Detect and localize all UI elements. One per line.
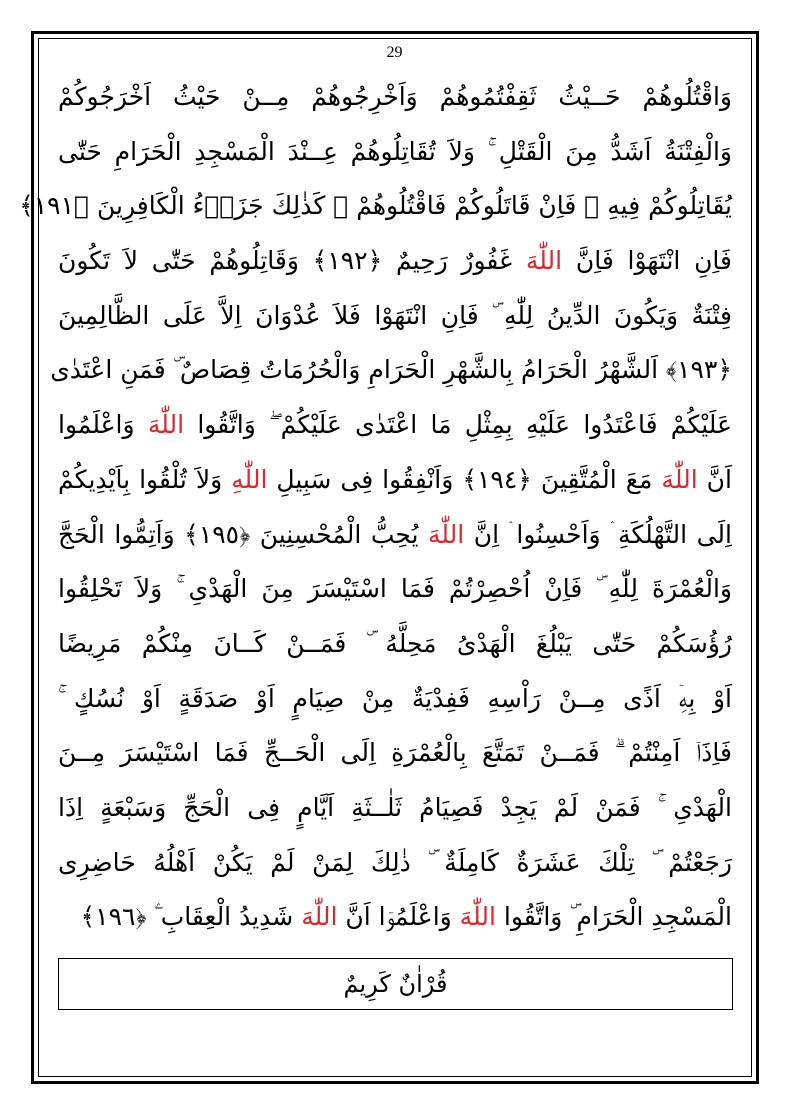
divine-name: اللّٰه [301, 902, 338, 932]
text-line-2: وَالْفِتْنَةُ اَشَدُّ مِنَ الْقَتْلِ ۚ وَلاَ تُقَاتِلُوهُمْ عِــنْدَ الْمَسْجِدِ الْحَرَامِ حَتّٰى [58, 136, 732, 166]
text-line-10: وَالْعُمْرَةَ لِلّٰهِ ۜ فَاِنْ اُحْصِرْتُمْ فَمَا اسْتَيْسَرَ مِنَ الْهَدْىِ ۚ وَلاَ تَحْلِقُوا [58, 574, 732, 604]
page-number: 29 [386, 44, 403, 61]
divine-name: اللّٰه [661, 464, 698, 494]
text-line-13: فَاِذَاۤ اَمِنْتُمْ ۗ فَمَــنْ تَمَتَّعَ بِالْعُمْرَةِ اِلَى الْحَــجِّ فَمَا اسْتَيْسَرَ مِــنَ [58, 738, 732, 768]
divine-name: اللّٰه [231, 464, 268, 494]
text-line-1: وَاقْتُلُوهُمْ حَــيْثُ ثَقِفْتُمُوهُمْ وَاَخْرِجُوهُمْ مِــنْ حَيْثُ اَخْرَجُوكُمْ [58, 82, 732, 111]
text-line-5: فِتْنَةٌ وَيَكُونَ الدِّينُ لِلّٰهِ ۜ فَاِنِ انْتَهَوْا فَلاَ عُدْوَانَ اِلاَّ عَلَى الظَّالِمِينَ [58, 300, 732, 330]
text-line-4: فَاِنِ انْتَهَوْا فَاِنَّ اللّٰهَ غَفُورٌ رَحِيمٌ ﴿١٩٢﴾ وَقَاتِلُوهُمْ حَتّٰى لاَ تَكُونَ [58, 246, 733, 276]
text-line-7: عَلَيْكُمْ فَاعْتَدُوا عَلَيْهِ بِمِثْلِ مَا اعْتَدٰى عَلَيْكُمْ ۖ وَاتَّقُوا اللّٰهَ وَاعْلَمُوا [58, 410, 732, 440]
divine-name: اللّٰه [459, 902, 496, 932]
text-line-9: اِلَى التَّهْلُكَةِ ۛ وَاَحْسِنُوا ۛ اِنَّ اللّٰهَ يُحِبُّ الْمُحْسِنِينَ ﴿١٩٥﴾ وَاَتِمُّوا الْحَجَّ [58, 519, 732, 549]
text-line-11: رُؤُسَكُمْ حَتّٰى يَبْلُغَ الْهَدْىُ مَحِلَّهُ ۜ فَمَــنْ كَــانَ مِنْكُمْ مَرِيضًا [58, 628, 732, 658]
text-line-8: اَنَّ اللّٰهَ مَعَ الْمُتَّقِينَ ﴿١٩٤﴾ وَاَنْفِقُوا فِى سَبِيلِ اللّٰهِ وَلاَ تُلْقُوا بِاَيْدِيكُمْ [58, 464, 732, 494]
divine-name: اللّٰه [525, 246, 563, 276]
divine-name: اللّٰه [147, 410, 185, 440]
text-line-6: ﴿١٩٣﴾ اَلشَّهْرُ الْحَرَامُ بِالشَّهْرِ الْحَرَامِ وَالْحُرُمَاتُ قِصَاصٌ ۜ فَمَنِ اعْتَدٰى [50, 355, 732, 385]
text-line-16: الْمَسْجِدِ الْحَرَامِ ۜ وَاتَّقُوا اللّٰهَ وَاعْلَمُوۤا اَنَّ اللّٰهَ شَدِيدُ الْعِقَابِ ۧ ﴿١٩٦﴾ [80, 902, 732, 932]
text-line-14: الْهَدْىِ ۚ فَمَنْ لَمْ يَجِدْ فَصِيَامُ ثَلٰــثَةِ اَيَّامٍ فِى الْحَجِّ وَسَبْعَةٍ اِذَا [58, 792, 732, 822]
text-line-15: رَجَعْتُمْ ۜ تِلْكَ عَشَرَةٌ كَامِلَةٌ ۜ ذٰلِكَ لِمَنْ لَمْ يَكُنْ اَهْلُهُ حَاضِرِى [58, 847, 732, 877]
footer-box [58, 958, 733, 1010]
divine-name: اللّٰه [428, 519, 465, 549]
text-line-12: اَوْ بِهِۤ اَذًى مِــنْ رَاْسِهِ فَفِدْيَةٌ مِنْ صِيَامٍ اَوْ صَدَقَةٍ اَوْ نُسُكٍ ۚ [58, 683, 732, 713]
quran-text-block [19, 70, 733, 945]
footer-label: قُرْاٰنٌ كَرِيمٌ [343, 970, 448, 998]
text-line-3: يُقَاتِلُوكُمْ فِيهِ ۚ فَاِنْ قَاتَلُوكُمْ فَاقْتُلُوهُمْ ۜ كَذٰلِكَ جَزَاۤءُ الْكَافِرِينَ ﴿١٩١﴾ [19, 191, 732, 221]
